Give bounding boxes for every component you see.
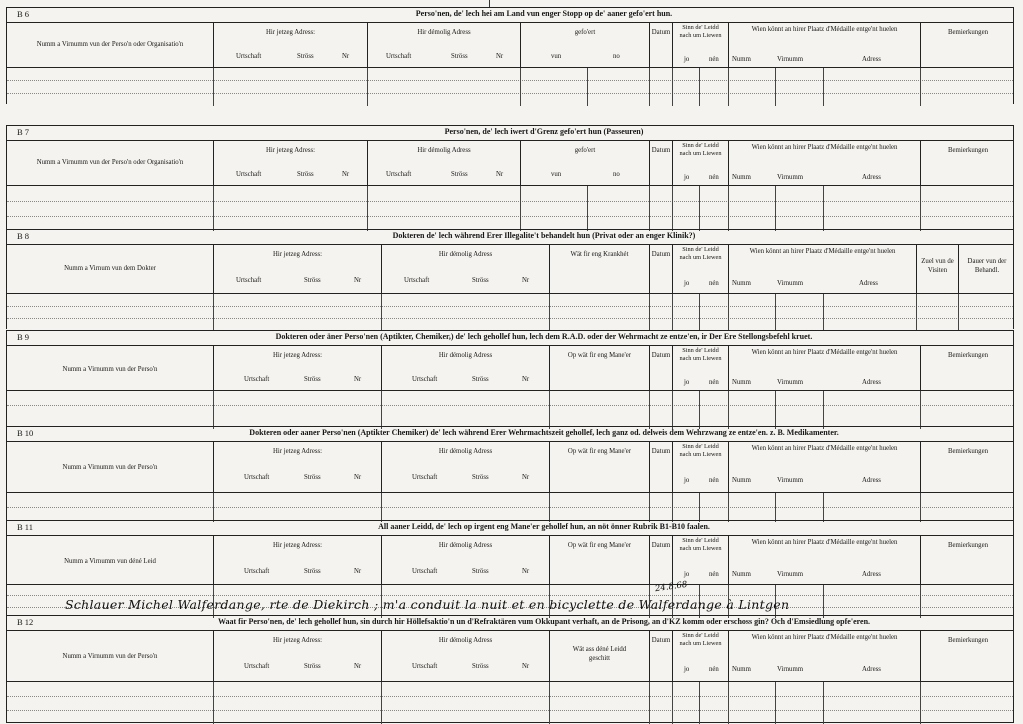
sub-nr: Nr (496, 171, 504, 178)
col-numm-leid: Numm a Virnumm vun déné Leid (64, 558, 156, 565)
col-datum: Datum (651, 637, 671, 644)
sub-vun: vun (551, 171, 562, 178)
handwritten-entry: Schlauer Michel Walferdange, rte de Diekirch ; m'a conduit la nuit et en bicyclette de Walferdange à Lintgen (65, 597, 790, 612)
sub-numm: Numm (732, 56, 751, 63)
sub-stross: Ströss (297, 171, 314, 178)
sub-nr: Nr (354, 277, 362, 284)
sub-urtschaft: Urtschaft (236, 171, 262, 178)
col-krankhet: Wät fir eng Krankhét (570, 251, 629, 258)
section-code: B 12 (17, 617, 34, 627)
section-b8 (6, 229, 1014, 329)
section-code: B 8 (17, 231, 30, 241)
sub-adress: Adress (859, 280, 878, 287)
col-numm-person: Numm a Virnumm vun der Perso'n (62, 464, 158, 471)
sub-adress: Adress (862, 379, 881, 386)
section-b7 (6, 125, 1014, 229)
section-b12 (6, 615, 1014, 723)
sub-adress: Adress (862, 56, 881, 63)
col-gefoert: gefo'ert (574, 29, 596, 36)
sub-nr: Nr (522, 663, 530, 670)
sub-virnumm: Virnumm (777, 56, 804, 63)
sub-nen: nén (709, 477, 719, 484)
sub-nr: Nr (342, 171, 350, 178)
sub-vun: vun (551, 53, 562, 60)
sub-no: no (613, 171, 620, 178)
sub-urtschaft: Urtschaft (244, 474, 270, 481)
entry-rows (7, 294, 1013, 331)
entry-rows (7, 579, 1013, 618)
col-hir-demolig: Hir démolig Adress (438, 352, 493, 359)
col-sinn-de-leidd: Sinn de' Leidd nach um Liewen (679, 537, 722, 552)
sub-urtschaft: Urtschaft (236, 277, 262, 284)
entry-rows (7, 68, 1013, 106)
sub-nr: Nr (522, 568, 530, 575)
sub-stross: Ströss (304, 277, 321, 284)
column-headers (7, 346, 1013, 391)
sub-urtschaft: Urtschaft (244, 376, 270, 383)
col-sinn-de-leidd: Sinn de' Leidd nach um Liewen (679, 246, 722, 261)
entry-rows (7, 493, 1013, 522)
col-sinn-de-leidd: Sinn de' Leidd nach um Liewen (679, 142, 722, 157)
sub-nen: nén (709, 56, 719, 63)
col-numm-person: Numm a Virnumm vun der Perso'n (62, 653, 158, 660)
sub-stross: Ströss (451, 171, 468, 178)
sub-jo: jo (684, 666, 690, 673)
col-numm-dokter: Numm a Virnum vun dem Dokter (64, 265, 156, 272)
section-title: Dokteren de' lech während Erer Illegalite't behandelt hun (Privat oder an enger Klinik?) (392, 231, 696, 240)
handwritten-date: 24.8.68 (654, 579, 688, 595)
column-headers (7, 631, 1013, 682)
col-hir-jetzeg: Hir jetzeg Adress: (272, 251, 323, 258)
sub-urtschaft: Urtschaft (412, 568, 438, 575)
column-headers (7, 442, 1013, 493)
col-wien-konnt: Wien könnt an hirer Plaatz d'Médaille entge'nt huelen (751, 349, 898, 356)
sub-virnumm: Virnumm (777, 571, 804, 578)
sub-nr: Nr (354, 568, 362, 575)
col-bemierkungen: Bemierkungen (947, 448, 988, 455)
entry-rows (7, 391, 1013, 429)
col-datum: Datum (651, 147, 671, 154)
col-hir-jetzeg: Hir jetzeg Adress: (265, 147, 316, 154)
sub-jo: jo (684, 56, 690, 63)
col-sinn-de-leidd: Sinn de' Leidd nach um Liewen (679, 347, 722, 362)
sub-nen: nén (709, 379, 719, 386)
section-code: B 7 (17, 127, 30, 137)
col-zuel-visiten: Zuel vun de Visiten (921, 258, 954, 274)
sub-nen: nén (709, 174, 719, 181)
sub-urtschaft: Urtschaft (236, 53, 262, 60)
sub-jo: jo (684, 280, 690, 287)
sub-nen: nén (709, 280, 719, 287)
col-hir-demolig: Hir démolig Adress (438, 251, 493, 258)
sub-numm: Numm (732, 280, 751, 287)
entry-rows (7, 682, 1013, 724)
sub-stross: Ströss (304, 663, 321, 670)
col-sinn-de-leidd: Sinn de' Leidd nach um Liewen (679, 443, 722, 458)
sub-numm: Numm (732, 477, 751, 484)
sub-numm: Numm (732, 571, 751, 578)
sub-nr: Nr (354, 376, 362, 383)
sub-adress: Adress (862, 666, 881, 673)
section-code: B 10 (17, 428, 34, 438)
col-hir-jetzeg: Hir jetzeg Adress: (265, 29, 316, 36)
sub-numm: Numm (732, 666, 751, 673)
column-headers (7, 23, 1013, 68)
col-wien-konnt: Wien könnt an hirer Plaatz d'Médaille entge'nt huelen (751, 26, 898, 33)
section-title: Perso'nen, de' lech iwert d'Grenz gefo'ert hun (Passeuren) (444, 127, 644, 136)
sub-numm: Numm (732, 174, 751, 181)
sub-stross: Ströss (451, 53, 468, 60)
sub-stross: Ströss (472, 277, 489, 284)
col-hir-demolig: Hir démolig Adress (438, 637, 493, 644)
sub-stross: Ströss (472, 568, 489, 575)
sub-jo: jo (684, 477, 690, 484)
sub-numm: Numm (732, 379, 751, 386)
col-numm-org: Numm a Virnumm vun der Perso'n oder Organisatio'n (36, 41, 184, 48)
col-wien-konnt: Wien könnt an hirer Plaatz d'Médaille entge'nt huelen (749, 248, 896, 255)
col-bemierkungen: Bemierkungen (947, 637, 988, 644)
col-hir-jetzeg: Hir jetzeg Adress: (272, 448, 323, 455)
sub-nr: Nr (522, 376, 530, 383)
sub-urtschaft: Urtschaft (412, 663, 438, 670)
col-hir-jetzeg: Hir jetzeg Adress: (272, 352, 323, 359)
section-b6 (6, 7, 1014, 104)
section-code: B 6 (17, 9, 30, 19)
col-wien-konnt: Wien könnt an hirer Plaatz d'Médaille entge'nt huelen (751, 539, 898, 546)
sub-jo: jo (684, 379, 690, 386)
sub-stross: Ströss (297, 53, 314, 60)
sub-adress: Adress (862, 174, 881, 181)
sub-urtschaft: Urtschaft (412, 376, 438, 383)
section-title: Waat fir Perso'nen, de' lech gehollef hun, sin durch hir Höllefsaktio'n un d'Refraktären vum Okkupant verhaft, an de Prisong, an d'KZ komm oder erschoss gin? Och d'Emsiedlung opfe'eren. (217, 617, 871, 626)
sub-nr: Nr (496, 53, 504, 60)
sub-virnumm: Virnumm (777, 477, 804, 484)
sub-urtschaft: Urtschaft (386, 53, 412, 60)
sub-urtschaft: Urtschaft (404, 277, 430, 284)
col-hir-demolig: Hir démolig Adress (417, 147, 471, 154)
sub-adress: Adress (862, 571, 881, 578)
section-title: Dokteren oder äner Perso'nen (Aptikter, Chemiker,) de' lech gehollef hun, lech dem R.A.D. oder der Wehrmacht ze entze'en, ir Der Ere Stellongsbefehl kruet. (275, 332, 813, 341)
column-headers (7, 141, 1013, 186)
col-maneer: Op wät fir eng Mane'er (567, 448, 632, 455)
sub-stross: Ströss (304, 376, 321, 383)
sub-urtschaft: Urtschaft (412, 474, 438, 481)
col-bemierkungen: Bemierkungen (947, 147, 988, 154)
col-hir-jetzeg: Hir jetzeg Adress: (272, 542, 323, 549)
sub-virnumm: Virnumm (777, 280, 804, 287)
sub-urtschaft: Urtschaft (386, 171, 412, 178)
sub-stross: Ströss (304, 474, 321, 481)
col-numm-org: Numm a Virnumm vun der Perso'n oder Organisatio'n (36, 159, 184, 166)
entry-rows (7, 186, 1013, 231)
col-datum: Datum (651, 352, 671, 359)
section-b11 (6, 520, 1014, 616)
col-numm-person: Numm a Virnumm vun der Perso'n (62, 366, 158, 373)
col-hir-jetzeg: Hir jetzeg Adress: (272, 637, 323, 644)
col-hir-demolig: Hir démolig Adress (417, 29, 471, 36)
sub-nen: nén (709, 571, 719, 578)
sub-stross: Ströss (304, 568, 321, 575)
col-gefoert: gefo'ert (574, 147, 596, 154)
sub-jo: jo (684, 571, 690, 578)
sub-virnumm: Virnumm (777, 666, 804, 673)
sub-nr: Nr (354, 474, 362, 481)
sub-virnumm: Virnumm (777, 174, 804, 181)
section-b9 (6, 330, 1014, 427)
sub-stross: Ströss (472, 376, 489, 383)
column-headers (7, 536, 1013, 585)
sub-nen: nén (709, 666, 719, 673)
sub-urtschaft: Urtschaft (244, 663, 270, 670)
sub-jo: jo (684, 174, 690, 181)
col-wien-konnt: Wien könnt an hirer Plaatz d'Médaille entge'nt huelen (751, 634, 898, 641)
section-title: Dokteren oder aaner Perso'nen (Aptikter Chemiker) de' lech während Erer Wehrmachtszeit gehollef, lech ganz od. delweis dem Wehrzwang ze entze'en. z. B. Medikamenter. (249, 428, 839, 437)
sub-nr: Nr (342, 53, 350, 60)
col-sinn-de-leidd: Sinn de' Leidd nach um Liewen (679, 24, 722, 39)
col-hir-demolig: Hir démolig Adress (438, 448, 493, 455)
section-code: B 9 (17, 332, 30, 342)
col-wien-konnt: Wien könnt an hirer Plaatz d'Médaille entge'nt huelen (751, 144, 898, 151)
sub-adress: Adress (862, 477, 881, 484)
sub-no: no (613, 53, 620, 60)
sub-nr: Nr (354, 663, 362, 670)
col-datum: Datum (651, 448, 671, 455)
col-maneer: Op wät fir eng Mane'er (567, 542, 632, 549)
col-bemierkungen: Bemierkungen (947, 29, 988, 36)
col-bemierkungen: Bemierkungen (947, 352, 988, 359)
col-datum: Datum (651, 29, 671, 36)
col-hir-demolig: Hir démolig Adress (438, 542, 493, 549)
col-dauer-behandl: Dauer vun der Behandl. (967, 258, 1007, 274)
col-datum: Datum (651, 542, 671, 549)
sub-urtschaft: Urtschaft (244, 568, 270, 575)
sub-virnumm: Virnumm (777, 379, 804, 386)
section-code: B 11 (17, 522, 33, 532)
col-maneer: Op wät fir eng Mane'er (567, 352, 632, 359)
column-headers (7, 245, 1013, 294)
sub-nr: Nr (522, 277, 530, 284)
sub-stross: Ströss (472, 474, 489, 481)
section-title: Perso'nen, de' lech hei am Land vun enger Stopp op de' aaner gefo'ert hun. (415, 9, 673, 18)
col-datum: Datum (651, 251, 671, 258)
sub-nr: Nr (522, 474, 530, 481)
section-b10 (6, 426, 1014, 520)
col-sinn-de-leidd: Sinn de' Leidd nach um Liewen (679, 632, 722, 647)
sub-stross: Ströss (472, 663, 489, 670)
col-wat-ass-leidd: Wät ass déné Leidd geschitt (572, 646, 627, 662)
col-wien-konnt: Wien könnt an hirer Plaatz d'Médaille entge'nt huelen (751, 445, 898, 452)
section-title: All aaner Leidd, de' lech op irgent eng Mane'er gehollef hun, an nöt önner Rubrik B1-B10 faalen. (378, 522, 710, 531)
col-bemierkungen: Bemierkungen (947, 542, 988, 549)
